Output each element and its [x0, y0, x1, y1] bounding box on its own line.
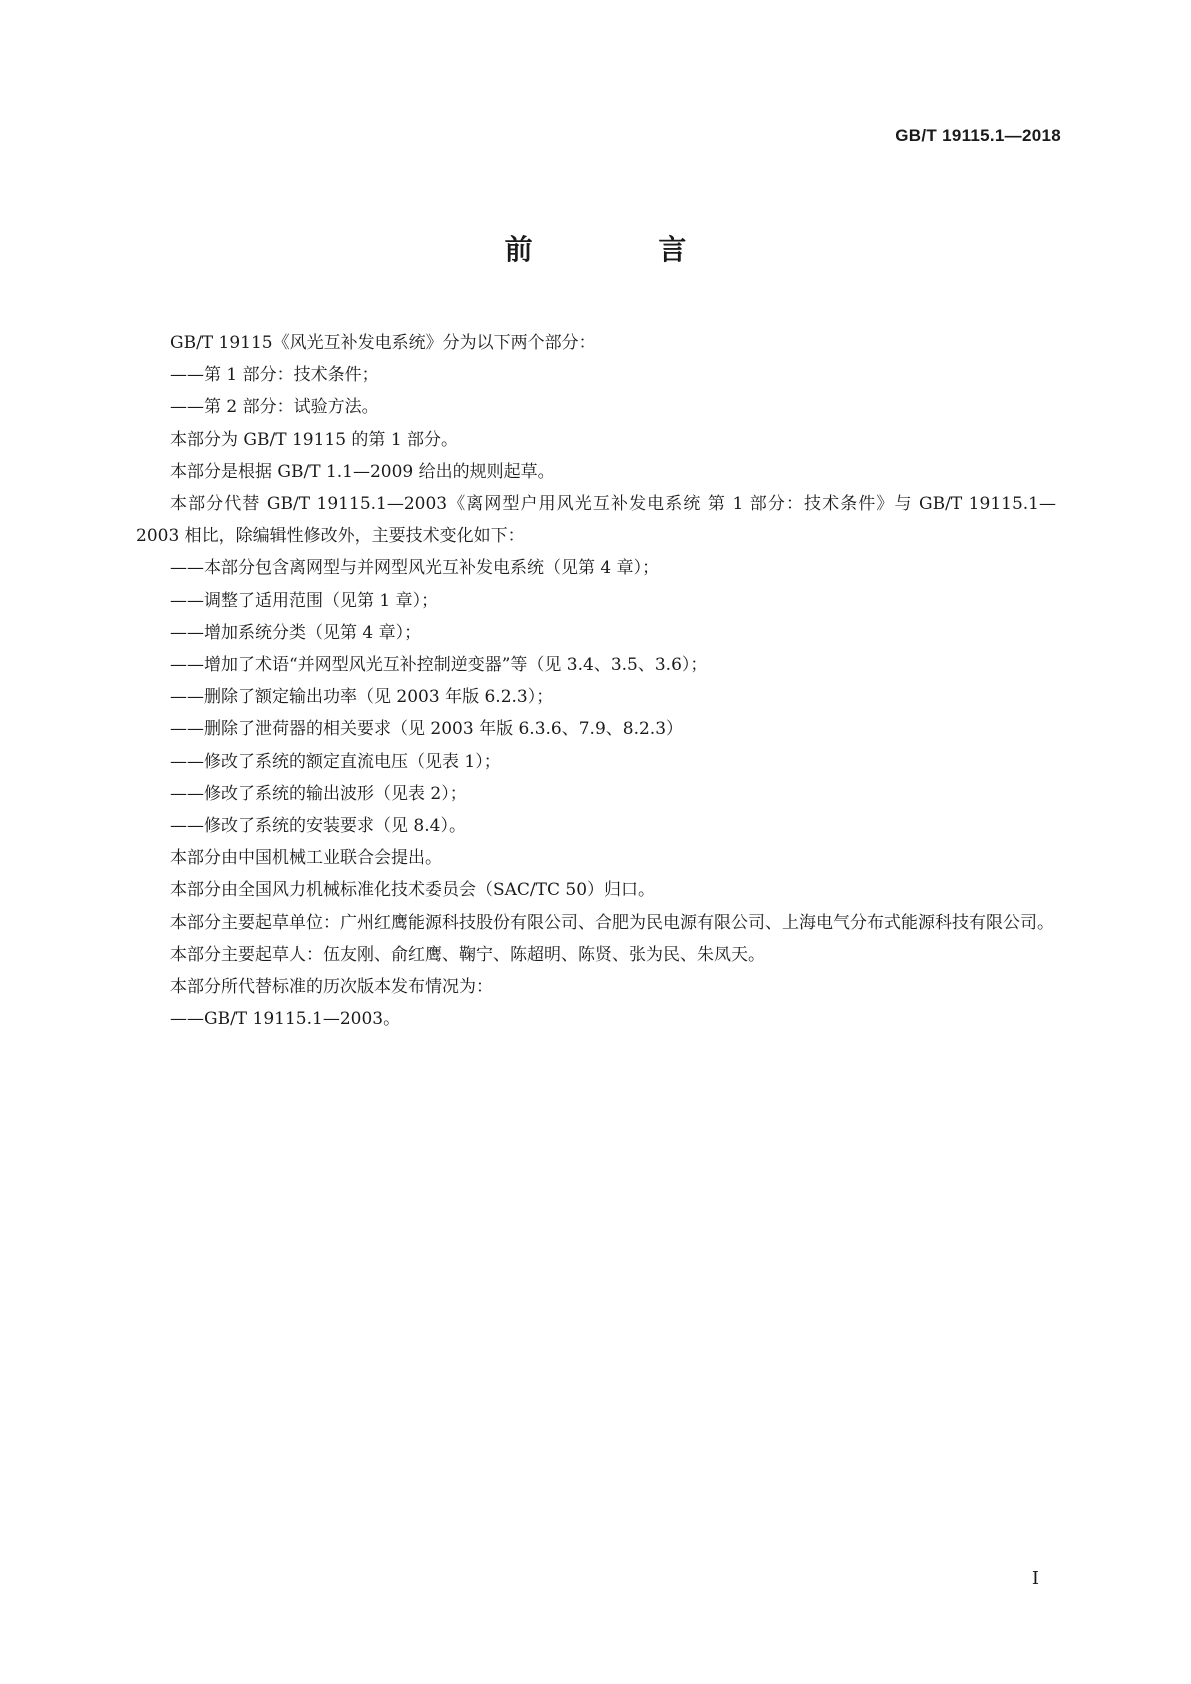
list-item-change: ——删除了额定输出功率（见 2003 年版 6.2.3）；: [170, 687, 554, 708]
page-title: 前 言: [504, 233, 745, 266]
list-item-change: ——修改了系统的安装要求（见 8.4）。: [170, 816, 466, 837]
paragraph-history: 本部分所代替标准的历次版本发布情况为：: [170, 977, 493, 998]
paragraph-drafting-rules: 本部分是根据 GB/T 1.1—2009 给出的规则起草。: [170, 461, 555, 482]
standard-code: GB/T 19115.1—2018: [895, 126, 1061, 145]
paragraph-intro: GB/T 19115《风光互补发电系统》分为以下两个部分：: [170, 333, 596, 353]
page-number: I: [1031, 1568, 1039, 1589]
foreword-body: [136, 327, 1056, 1035]
list-item-change: ——调整了适用范围（见第 1 章）；: [170, 590, 439, 611]
paragraph-part-of: 本部分为 GB/T 19115 的第 1 部分。: [170, 429, 459, 450]
list-item-change: ——删除了泄荷器的相关要求（见 2003 年版 6.3.6、7.9、8.2.3）: [170, 719, 684, 740]
list-item-change: ——修改了系统的额定直流电压（见表 1）；: [170, 751, 501, 772]
paragraph-replaces: 本部分代替 GB/T 19115.1—2003《离网型户用风光互补发电系统 第 1 部分：技术条件》与 GB/T 19115.1—2003 相比，除编辑性修改外，主要技术变化如下：: [136, 494, 1056, 547]
paragraph-drafting-units: 本部分主要起草单位：广州红鹰能源科技股份有限公司、合肥为民电源有限公司、上海电气分布式能源科技有限公司。: [170, 912, 1054, 933]
paragraph-administered-by: 本部分由全国风力机械标准化技术委员会（SAC/TC 50）归口。: [170, 880, 656, 901]
list-item-change: ——本部分包含离网型与并网型风光互补发电系统（见第 4 章）；: [170, 558, 660, 579]
list-item-change: ——增加了术语“并网型风光互补控制逆变器”等（见 3.4、3.5、3.6）；: [170, 655, 708, 676]
paragraph-proposed-by: 本部分由中国机械工业联合会提出。: [170, 848, 442, 869]
paragraph-drafters: 本部分主要起草人：伍友刚、俞红鹰、鞠宁、陈超明、陈贤、张为民、朱凤天。: [170, 944, 765, 965]
list-item-change: ——增加系统分类（见第 4 章）；: [170, 622, 422, 643]
list-item-part1: ——第 1 部分：技术条件；: [170, 365, 379, 386]
list-item-part2: ——第 2 部分：试验方法。: [170, 397, 379, 418]
list-item-history: ——GB/T 19115.1—2003。: [170, 1009, 401, 1030]
list-item-change: ——修改了系统的输出波形（见表 2）；: [170, 783, 467, 804]
